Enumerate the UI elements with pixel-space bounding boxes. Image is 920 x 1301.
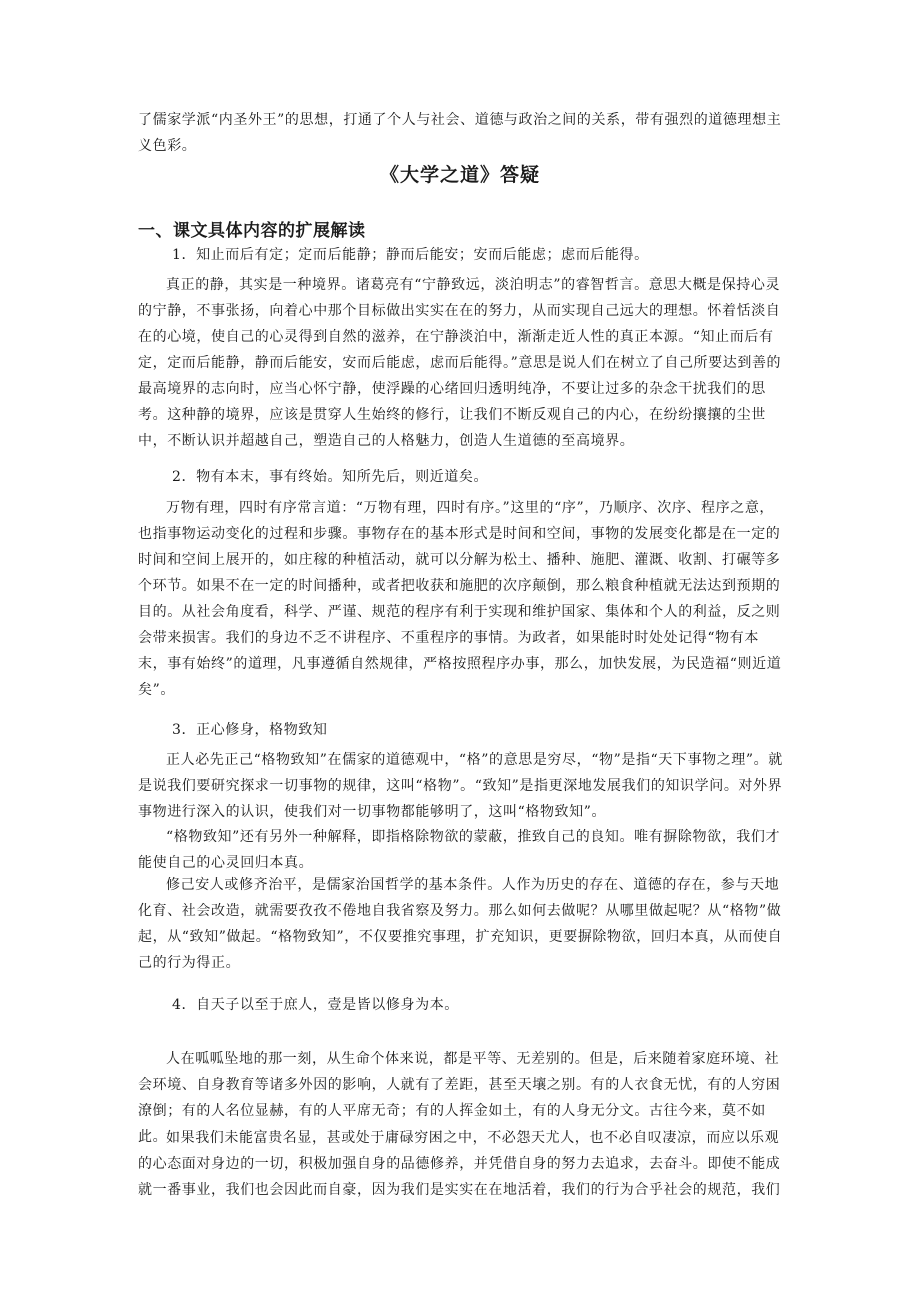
item-heading-1: 1．知止而后有定；定而后能静；静而后能安；安而后能虑；虑而后能得。 (172, 247, 649, 263)
paragraph-3-2: “格物致知”还有另外一种解释，即指格除物欲的蒙蔽，推致自己的良知。唯有摒除物欲，我们才能使自己的心灵回归本真。 (138, 829, 781, 871)
page-title: 《大学之道》答疑 (379, 164, 540, 186)
section-heading: 一、课文具体内容的扩展解读 (138, 221, 366, 241)
paragraph-2-1: 万物有理，四时有序常言道：“万物有理，四时有序。”这里的“序”，乃顺序、次序、程序之意，也指事物运动变化的过程和步骤。事物存在的基本形式是时间和空间，事物的发展变化都是在一定的时间和空间上展开的，如庄稼的种植活动，就可以分解为松土、播种、施肥、灌溉、收割、打碾等多个环节。如果不在一定的时间播种，或者把收获和施肥的次序颠倒，那么粮食种植就无法达到预期的目的。从社会角度看，科学、严谨、规范的程序有利于实现和维护国家、集体和个人的利益，反之则会带来损害。我们的身边不乏不讲程序、不重程序的事情。为政者，如果能时时处处记得“物有本末，事有始终”的道理，凡事遵循自然规律，严格按照程序办事，那么，加快发展，为民造福“则近道矣”。 (138, 500, 782, 698)
item-heading-3: 3．正心修身，格物致知 (172, 722, 328, 738)
paragraph-1-1: 真正的静，其实是一种境界。诸葛亮有“宁静致远，淡泊明志”的睿智哲言。意思大概是保持心灵的宁静，不事张扬，向着心中那个目标做出实实在在的努力，从而实现自己远大的理想。怀着恬淡自在的心境，使自己的心灵得到自然的滋养，在宁静淡泊中，渐渐走近人性的真正本源。“知止而后有定，定而后能静，静而后能安，安而后能虑，虑而后能得。”意思是说人们在树立了自己所要达到善的最高境界的志向时，应当心怀宁静，使浮躁的心绪回归透明纯净，不要让过多的杂念干扰我们的思考。这种静的境界，应该是贯穿人生始终的修行，让我们不断反观自己的内心，在纷纷攘攘的尘世中，不断认识并超越自己，塑造自己的人格魅力，创造人生道德的至高境界。 (138, 277, 782, 449)
item-heading-4: 4．自天子以至于庶人，壹是皆以修身为本。 (172, 997, 459, 1013)
paragraph-3-3: 修己安人或修齐治平，是儒家治国哲学的基本条件。人作为历史的存在、道德的存在，参与天地化育、社会改造，就需要孜孜不倦地自我省察及努力。那么如何去做呢？从哪里做起呢？从“格物”做起，从“致知”做起。“格物致知”，不仅要推究事理，扩充知识，更要摒除物欲，回归本真，从而使自己的行为得正。 (138, 877, 783, 971)
intro-fragment: 了儒家学派“内圣外王”的思想，打通了个人与社会、道德与政治之间的关系，带有强烈的道德理想主义色彩。 (138, 112, 782, 154)
item-heading-2: 2．物有本末，事有终始。知所先后，则近道矣。 (172, 469, 489, 485)
paragraph-4-1: 人在呱呱坠地的那一刻，从生命个体来说，都是平等、无差别的。但是，后来随着家庭环境、社会环境、自身教育等诸多外因的影响，人就有了差距，甚至天壤之别。有的人衣食无忧，有的人穷困潦倒；有的人名位显赫，有的人平席无奇；有的人挥金如土，有的人身无分文。古往今来，莫不如此。 (138, 1051, 781, 1145)
paragraph-4-2: 如果我们未能富贵名显，甚或处于庸碌穷困之中，不必怨天尤人，也不必自叹凄凉，而应以乐观的心态面对身边的一切，积极加强自身的品德修养，并凭借自身的努力去追求，去奋斗。即使不能成就一番事业，我们也会因此而自豪，因为我们是实实在在地活着，我们的行为合乎社会的规范，我们 (138, 1130, 781, 1198)
paragraph-3-1: 正人必先正己“格物致知”在儒家的道德观中，“格”的意思是穷尽，“物”是指“天下事物之理”。就是说我们要研究探求一切事物的规律，这叫“格物”。“致知”是指更深地发展我们的知识学问。对外界事物进行深入的认识，使我们对一切事物都能够明了，这叫“格物致知”。 (138, 752, 783, 820)
